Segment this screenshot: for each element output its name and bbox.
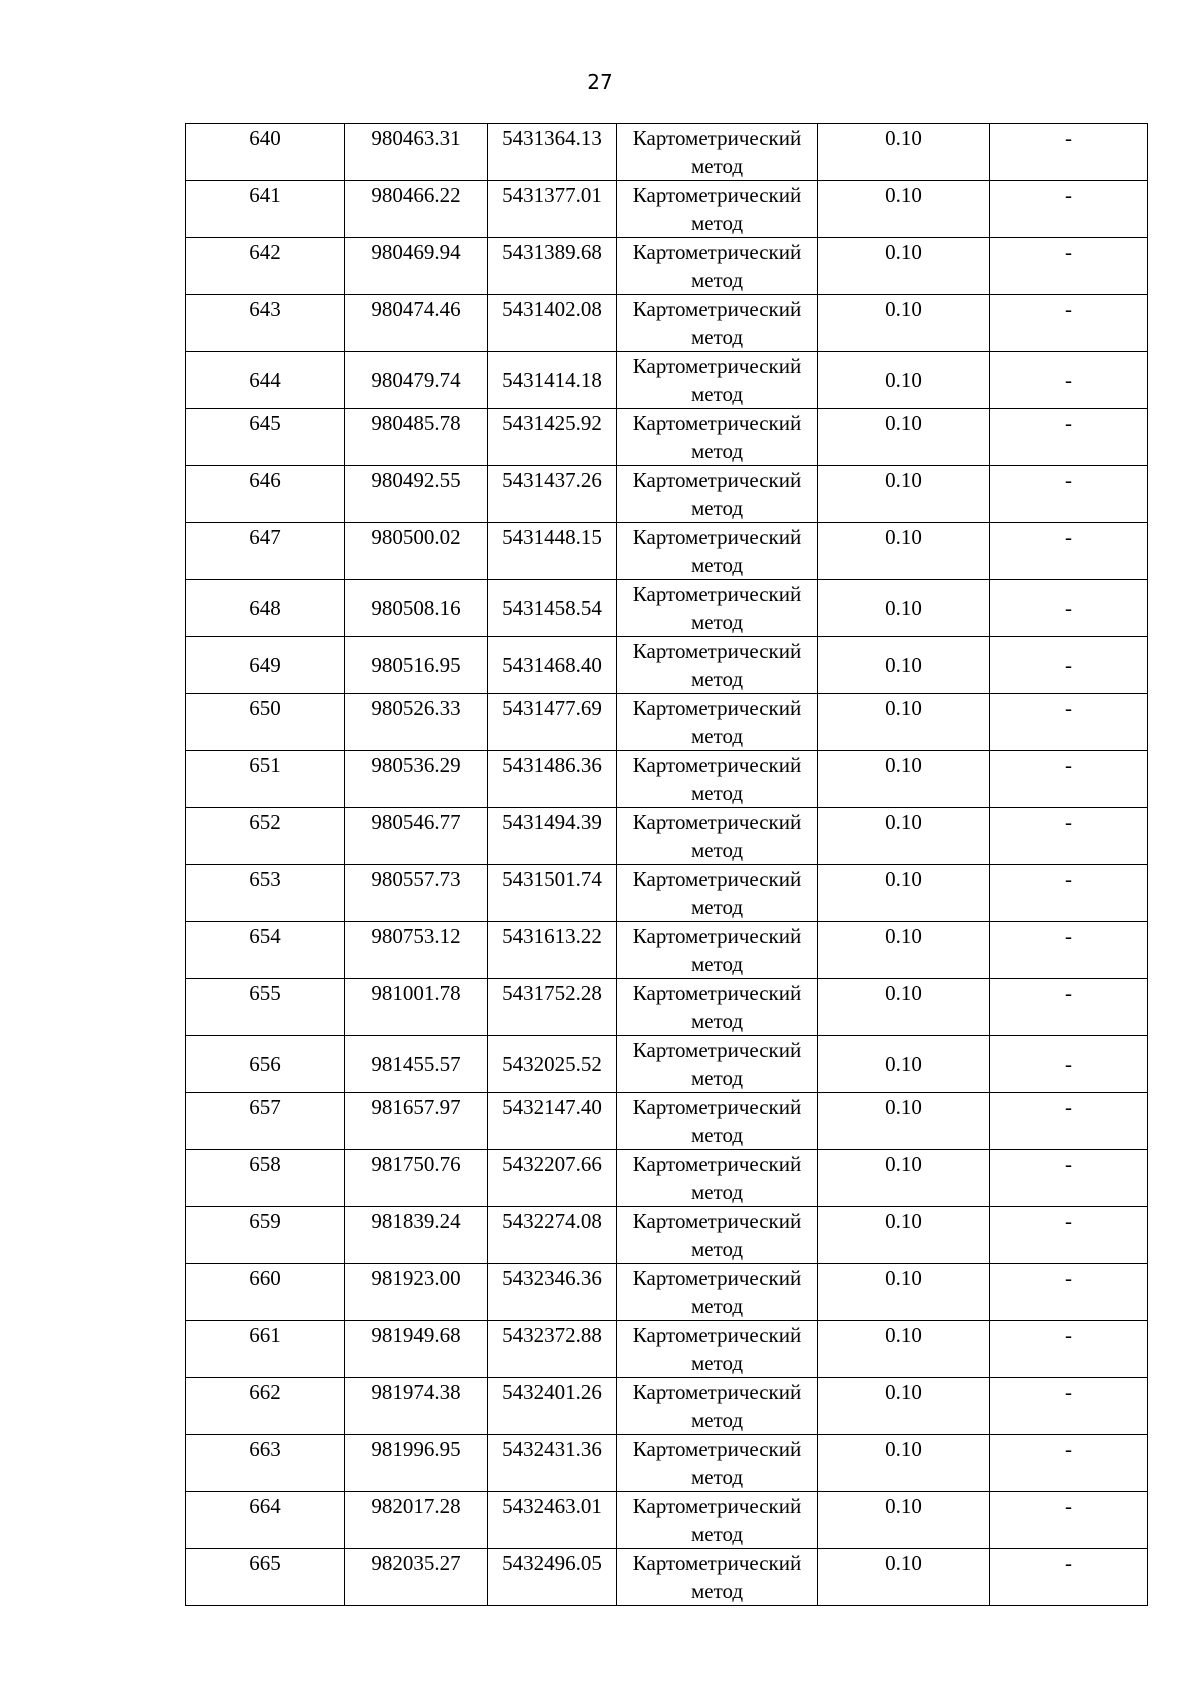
accuracy-cell: 0.10 (818, 979, 990, 1036)
point-number-cell: 649 (186, 637, 345, 694)
accuracy-cell: 0.10 (818, 1435, 990, 1492)
x-coordinate-cell: 980516.95 (345, 637, 488, 694)
accuracy-cell: 0.10 (818, 922, 990, 979)
table-row (186, 1150, 1148, 1207)
method-line2: метод (690, 781, 744, 805)
accuracy-cell: 0.10 (818, 1321, 990, 1378)
note-cell: - (990, 1378, 1148, 1435)
note-cell: - (990, 1264, 1148, 1321)
accuracy-cell: 0.10 (818, 1549, 990, 1606)
y-coordinate-cell: 5431752.28 (488, 979, 617, 1036)
method-line2: метод (690, 1294, 744, 1318)
method-line2: метод (690, 211, 744, 235)
method-cell (617, 466, 818, 523)
x-coordinate-cell: 981839.24 (345, 1207, 488, 1264)
accuracy-cell: 0.10 (818, 694, 990, 751)
method-line1: Картометрический (632, 696, 802, 720)
method-line1: Картометрический (632, 924, 802, 948)
table-row (186, 409, 1148, 466)
note-cell: - (990, 466, 1148, 523)
method-cell (617, 523, 818, 580)
table-row (186, 124, 1148, 181)
table-row (186, 751, 1148, 808)
table-row (186, 637, 1148, 694)
note-cell: - (990, 694, 1148, 751)
method-line2: метод (690, 439, 744, 463)
note-cell: - (990, 1150, 1148, 1207)
method-line1: Картометрический (632, 867, 802, 891)
method-line2: метод (690, 895, 744, 919)
table-row (186, 922, 1148, 979)
table-row (186, 1321, 1148, 1378)
note-cell: - (990, 979, 1148, 1036)
table-row (186, 1036, 1148, 1093)
y-coordinate-cell: 5431402.08 (488, 295, 617, 352)
method-line2: метод (690, 1351, 744, 1375)
point-number-cell: 654 (186, 922, 345, 979)
note-cell: - (990, 637, 1148, 694)
table-row (186, 1093, 1148, 1150)
table-row (186, 694, 1148, 751)
method-line1: Картометрический (632, 810, 802, 834)
point-number-cell: 657 (186, 1093, 345, 1150)
point-number-cell: 640 (186, 124, 345, 181)
table-row (186, 1492, 1148, 1549)
method-line1: Картометрический (632, 468, 802, 492)
note-cell: - (990, 295, 1148, 352)
note-cell: - (990, 751, 1148, 808)
y-coordinate-cell: 5432346.36 (488, 1264, 617, 1321)
point-number-cell: 659 (186, 1207, 345, 1264)
method-line2: метод (690, 1066, 744, 1090)
method-line1: Картометрический (632, 240, 802, 264)
y-coordinate-cell: 5432147.40 (488, 1093, 617, 1150)
accuracy-cell: 0.10 (818, 295, 990, 352)
method-line1: Картометрический (632, 753, 802, 777)
point-number-cell: 647 (186, 523, 345, 580)
point-number-cell: 664 (186, 1492, 345, 1549)
point-number-cell: 662 (186, 1378, 345, 1435)
accuracy-cell: 0.10 (818, 1264, 990, 1321)
x-coordinate-cell: 980479.74 (345, 352, 488, 409)
method-line2: метод (690, 553, 744, 577)
point-number-cell: 656 (186, 1036, 345, 1093)
method-cell (617, 694, 818, 751)
table-row (186, 1549, 1148, 1606)
method-cell (617, 238, 818, 295)
accuracy-cell: 0.10 (818, 1492, 990, 1549)
y-coordinate-cell: 5431477.69 (488, 694, 617, 751)
accuracy-cell: 0.10 (818, 523, 990, 580)
method-cell (617, 1264, 818, 1321)
table-row (186, 1435, 1148, 1492)
point-number-cell: 650 (186, 694, 345, 751)
x-coordinate-cell: 981996.95 (345, 1435, 488, 1492)
point-number-cell: 655 (186, 979, 345, 1036)
accuracy-cell: 0.10 (818, 238, 990, 295)
method-line1: Картометрический (632, 1323, 802, 1347)
method-cell (617, 922, 818, 979)
table-row (186, 1264, 1148, 1321)
note-cell: - (990, 409, 1148, 466)
accuracy-cell: 0.10 (818, 1378, 990, 1435)
method-line1: Картометрический (632, 1494, 802, 1518)
method-cell (617, 352, 818, 409)
table-row (186, 1207, 1148, 1264)
point-number-cell: 643 (186, 295, 345, 352)
note-cell: - (990, 580, 1148, 637)
note-cell: - (990, 1492, 1148, 1549)
note-cell: - (990, 1036, 1148, 1093)
method-line2: метод (690, 724, 744, 748)
x-coordinate-cell: 980463.31 (345, 124, 488, 181)
accuracy-cell: 0.10 (818, 865, 990, 922)
y-coordinate-cell: 5431501.74 (488, 865, 617, 922)
method-cell (617, 124, 818, 181)
method-line2: метод (690, 667, 744, 691)
table-row (186, 1378, 1148, 1435)
y-coordinate-cell: 5431364.13 (488, 124, 617, 181)
x-coordinate-cell: 980753.12 (345, 922, 488, 979)
method-line2: метод (690, 1123, 744, 1147)
method-cell (617, 1492, 818, 1549)
accuracy-cell: 0.10 (818, 1207, 990, 1264)
method-line2: метод (690, 268, 744, 292)
y-coordinate-cell: 5432496.05 (488, 1549, 617, 1606)
y-coordinate-cell: 5431414.18 (488, 352, 617, 409)
point-number-cell: 641 (186, 181, 345, 238)
point-number-cell: 663 (186, 1435, 345, 1492)
point-number-cell: 651 (186, 751, 345, 808)
x-coordinate-cell: 982035.27 (345, 1549, 488, 1606)
method-line1: Картометрический (632, 1380, 802, 1404)
method-line1: Картометрический (632, 1152, 802, 1176)
coordinates-table (185, 123, 1148, 1606)
method-line2: метод (690, 1237, 744, 1261)
method-line1: Картометрический (632, 126, 802, 150)
note-cell: - (990, 523, 1148, 580)
method-line1: Картометрический (632, 582, 802, 606)
y-coordinate-cell: 5432274.08 (488, 1207, 617, 1264)
x-coordinate-cell: 981455.57 (345, 1036, 488, 1093)
note-cell: - (990, 865, 1148, 922)
method-line2: метод (690, 1465, 744, 1489)
table-row (186, 238, 1148, 295)
note-cell: - (990, 1435, 1148, 1492)
x-coordinate-cell: 980536.29 (345, 751, 488, 808)
y-coordinate-cell: 5431448.15 (488, 523, 617, 580)
point-number-cell: 652 (186, 808, 345, 865)
method-line2: метод (690, 1579, 744, 1603)
accuracy-cell: 0.10 (818, 352, 990, 409)
method-line2: метод (690, 325, 744, 349)
y-coordinate-cell: 5431377.01 (488, 181, 617, 238)
table-row (186, 523, 1148, 580)
y-coordinate-cell: 5431389.68 (488, 238, 617, 295)
method-line1: Картометрический (632, 1266, 802, 1290)
point-number-cell: 642 (186, 238, 345, 295)
table-row (186, 865, 1148, 922)
accuracy-cell: 0.10 (818, 1093, 990, 1150)
method-cell (617, 1093, 818, 1150)
note-cell: - (990, 352, 1148, 409)
note-cell: - (990, 1093, 1148, 1150)
method-cell (617, 808, 818, 865)
y-coordinate-cell: 5431486.36 (488, 751, 617, 808)
accuracy-cell: 0.10 (818, 580, 990, 637)
method-line2: метод (690, 496, 744, 520)
point-number-cell: 661 (186, 1321, 345, 1378)
point-number-cell: 653 (186, 865, 345, 922)
method-line1: Картометрический (632, 1209, 802, 1233)
point-number-cell: 658 (186, 1150, 345, 1207)
note-cell: - (990, 1207, 1148, 1264)
method-line1: Картометрический (632, 525, 802, 549)
note-cell: - (990, 1321, 1148, 1378)
method-cell (617, 979, 818, 1036)
point-number-cell: 645 (186, 409, 345, 466)
method-cell (617, 409, 818, 466)
method-cell (617, 1321, 818, 1378)
x-coordinate-cell: 982017.28 (345, 1492, 488, 1549)
y-coordinate-cell: 5432401.26 (488, 1378, 617, 1435)
method-line2: метод (690, 382, 744, 406)
table-row (186, 295, 1148, 352)
y-coordinate-cell: 5431425.92 (488, 409, 617, 466)
table-row (186, 352, 1148, 409)
y-coordinate-cell: 5431613.22 (488, 922, 617, 979)
x-coordinate-cell: 980546.77 (345, 808, 488, 865)
page-number: 27 (587, 70, 613, 94)
y-coordinate-cell: 5432431.36 (488, 1435, 617, 1492)
method-line2: метод (690, 610, 744, 634)
method-line2: метод (690, 1009, 744, 1033)
note-cell: - (990, 238, 1148, 295)
method-cell (617, 181, 818, 238)
x-coordinate-cell: 980469.94 (345, 238, 488, 295)
y-coordinate-cell: 5432025.52 (488, 1036, 617, 1093)
method-line1: Картометрический (632, 1437, 802, 1461)
point-number-cell: 646 (186, 466, 345, 523)
note-cell: - (990, 124, 1148, 181)
method-line1: Картометрический (632, 1095, 802, 1119)
accuracy-cell: 0.10 (818, 409, 990, 466)
method-cell (617, 1435, 818, 1492)
method-line2: метод (690, 154, 744, 178)
x-coordinate-cell: 981750.76 (345, 1150, 488, 1207)
table-row (186, 466, 1148, 523)
y-coordinate-cell: 5431458.54 (488, 580, 617, 637)
point-number-cell: 648 (186, 580, 345, 637)
accuracy-cell: 0.10 (818, 1150, 990, 1207)
x-coordinate-cell: 980466.22 (345, 181, 488, 238)
accuracy-cell: 0.10 (818, 124, 990, 181)
method-cell (617, 751, 818, 808)
table-row (186, 808, 1148, 865)
method-cell (617, 637, 818, 694)
method-line1: Картометрический (632, 411, 802, 435)
note-cell: - (990, 808, 1148, 865)
y-coordinate-cell: 5431468.40 (488, 637, 617, 694)
accuracy-cell: 0.10 (818, 466, 990, 523)
point-number-cell: 644 (186, 352, 345, 409)
note-cell: - (990, 922, 1148, 979)
method-line2: метод (690, 952, 744, 976)
method-line1: Картометрический (632, 183, 802, 207)
method-line1: Картометрический (632, 297, 802, 321)
method-line1: Картометрический (632, 639, 802, 663)
y-coordinate-cell: 5432207.66 (488, 1150, 617, 1207)
method-line1: Картометрический (632, 1551, 802, 1575)
y-coordinate-cell: 5432463.01 (488, 1492, 617, 1549)
method-cell (617, 1207, 818, 1264)
method-cell (617, 1150, 818, 1207)
y-coordinate-cell: 5432372.88 (488, 1321, 617, 1378)
method-cell (617, 295, 818, 352)
x-coordinate-cell: 980485.78 (345, 409, 488, 466)
x-coordinate-cell: 981974.38 (345, 1378, 488, 1435)
table-row (186, 181, 1148, 238)
note-cell: - (990, 1549, 1148, 1606)
y-coordinate-cell: 5431437.26 (488, 466, 617, 523)
method-line1: Картометрический (632, 354, 802, 378)
x-coordinate-cell: 980474.46 (345, 295, 488, 352)
table-row (186, 979, 1148, 1036)
accuracy-cell: 0.10 (818, 751, 990, 808)
table-row (186, 580, 1148, 637)
point-number-cell: 665 (186, 1549, 345, 1606)
method-cell (617, 1036, 818, 1093)
y-coordinate-cell: 5431494.39 (488, 808, 617, 865)
x-coordinate-cell: 981657.97 (345, 1093, 488, 1150)
x-coordinate-cell: 980508.16 (345, 580, 488, 637)
method-line2: метод (690, 1522, 744, 1546)
note-cell: - (990, 181, 1148, 238)
x-coordinate-cell: 980526.33 (345, 694, 488, 751)
method-cell (617, 865, 818, 922)
accuracy-cell: 0.10 (818, 637, 990, 694)
x-coordinate-cell: 981949.68 (345, 1321, 488, 1378)
x-coordinate-cell: 981923.00 (345, 1264, 488, 1321)
accuracy-cell: 0.10 (818, 181, 990, 238)
method-line1: Картометрический (632, 1038, 802, 1062)
accuracy-cell: 0.10 (818, 1036, 990, 1093)
method-line2: метод (690, 1180, 744, 1204)
x-coordinate-cell: 980557.73 (345, 865, 488, 922)
method-line2: метод (690, 838, 744, 862)
x-coordinate-cell: 980500.02 (345, 523, 488, 580)
accuracy-cell: 0.10 (818, 808, 990, 865)
point-number-cell: 660 (186, 1264, 345, 1321)
method-cell (617, 580, 818, 637)
method-cell (617, 1378, 818, 1435)
x-coordinate-cell: 981001.78 (345, 979, 488, 1036)
x-coordinate-cell: 980492.55 (345, 466, 488, 523)
method-cell (617, 1549, 818, 1606)
method-line1: Картометрический (632, 981, 802, 1005)
method-line2: метод (690, 1408, 744, 1432)
coordinates-table-body (186, 124, 1148, 1606)
